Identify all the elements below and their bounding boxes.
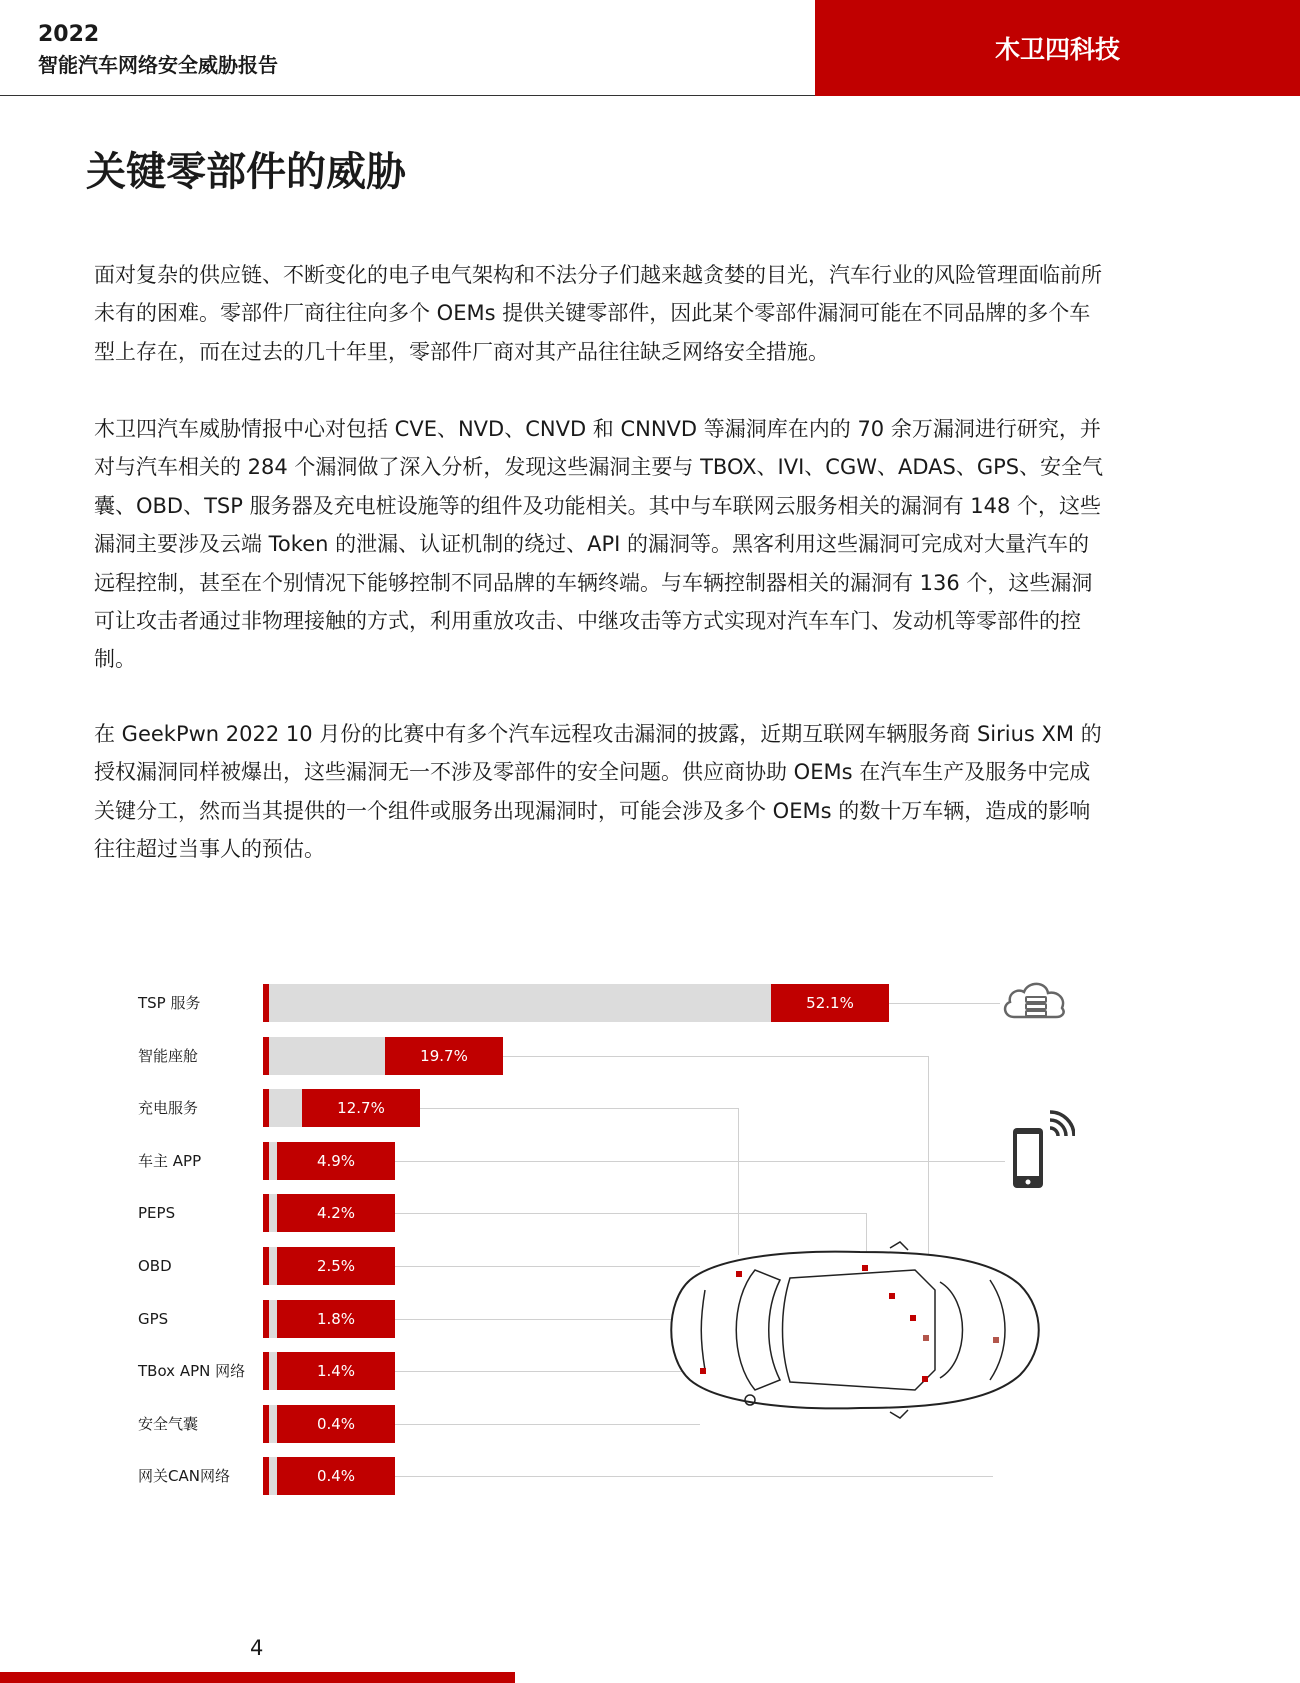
chart-leader-line (395, 1161, 1005, 1162)
chart-category-label: OBD (138, 1257, 172, 1275)
chart-leader-line (395, 1266, 700, 1267)
chart-leader-line (395, 1371, 700, 1372)
header-year: 2022 (38, 22, 100, 47)
chart-category-label: 充电服务 (138, 1099, 199, 1117)
chart-bar-row (263, 1405, 395, 1443)
header-report-title: 智能汽车网络安全威胁报告 (38, 53, 278, 77)
chart-leader-line (395, 1319, 700, 1320)
chart-leader-drop (928, 1056, 929, 1255)
chart-leader-line (395, 1424, 700, 1425)
chart-bar-value: 4.9% (277, 1142, 395, 1180)
chart-bar-track (269, 1457, 277, 1495)
chart-bar-track (269, 984, 771, 1022)
chart-bar-track (269, 1142, 277, 1180)
chart-bar-track (269, 1089, 302, 1127)
chart-bar-row (263, 1089, 420, 1127)
chart-bar-value: 2.5% (277, 1247, 395, 1285)
header-left (38, 20, 278, 80)
page-number: 4 (250, 1636, 264, 1660)
chart-bar-row (263, 1457, 395, 1495)
chart-bar-value: 52.1% (771, 984, 889, 1022)
body-paragraph-2: 木卫四汽车威胁情报中心对包括 CVE、NVD、CNVD 和 CNNVD 等漏洞库在内的 70 余万漏洞进行研究，并对与汽车相关的 284 个漏洞做了深入分析，发现这些漏洞主要与 TBOX、IVI、CGW、ADAS、GPS、安全气囊、OBD、TSP 服务器及充电桩设施等的组件及功能相关。其中与车联网云服务相关的漏洞有 148 个，这些漏洞主要涉及云端 Token 的泄漏、认证机制的绕过、API 的漏洞等。黑客利用这些漏洞可完成对大量汽车的远程控制，甚至在个别情况下能够控制不同品牌的车辆终端。与车辆控制器相关的漏洞有 136 个，这些漏洞可让攻击者通过非物理接触的方式，利用重放攻击、中继攻击等方式实现对汽车车门、发动机等零部件的控制。 (94, 417, 1104, 672)
smartphone-signal-icon (1010, 1108, 1075, 1193)
chart-bar-track (269, 1300, 277, 1338)
car-topview-icon (660, 1240, 1050, 1420)
chart-bar-row (263, 1300, 395, 1338)
chart-category-label: 网关CAN网络 (138, 1467, 230, 1485)
chart-leader-drop (738, 1108, 739, 1255)
chart-category-label: 安全气囊 (138, 1415, 199, 1433)
header-divider (0, 95, 815, 96)
chart-category-label: TSP 服务 (138, 994, 201, 1012)
chart-category-label: 智能座舱 (138, 1047, 199, 1065)
chart-leader-line (395, 1476, 993, 1477)
chart-category-label: 车主 APP (138, 1152, 202, 1170)
chart-bar-value: 1.8% (277, 1300, 395, 1338)
chart-bar-value: 0.4% (277, 1405, 395, 1443)
chart-bar-row (263, 1037, 503, 1075)
chart-leader-line (395, 1213, 866, 1214)
chart-bar-value: 12.7% (302, 1089, 420, 1127)
chart-bar-track (269, 1405, 277, 1443)
cloud-server-icon (1000, 975, 1070, 1025)
chart-bar-track (269, 1247, 277, 1285)
header-brand: 木卫四科技 (815, 0, 1300, 96)
chart-category-label: PEPS (138, 1204, 176, 1222)
page-title: 关键零部件的威胁 (86, 149, 406, 195)
chart-bar-value: 1.4% (277, 1352, 395, 1390)
chart-category-label: GPS (138, 1310, 169, 1328)
chart-bar-value: 4.2% (277, 1194, 395, 1232)
chart-bar-row (263, 1247, 395, 1285)
chart-bar-track (269, 1352, 277, 1390)
chart-bar-track (269, 1037, 385, 1075)
chart-category-label: TBox APN 网络 (138, 1362, 246, 1380)
chart-bar-value: 0.4% (277, 1457, 395, 1495)
chart-bar-row (263, 1352, 395, 1390)
chart-leader-line (420, 1108, 738, 1109)
body-paragraph-1: 面对复杂的供应链、不断变化的电子电气架构和不法分子们越来越贪婪的目光，汽车行业的风险管理面临前所未有的困难。零部件厂商往往向多个 OEMs 提供关键零部件，因此某个零部件漏洞可能在不同品牌的多个车型上存在，而在过去的几十年里，零部件厂商对其产品往往缺乏网络安全措施。 (94, 263, 1102, 364)
chart-bar-row (263, 984, 889, 1022)
chart-bar-row (263, 1142, 395, 1180)
body-paragraph-3: 在 GeekPwn 2022 10 月份的比赛中有多个汽车远程攻击漏洞的披露，近期互联网车辆服务商 Sirius XM 的授权漏洞同样被爆出，这些漏洞无一不涉及零部件的安全问题。供应商协助 OEMs 在汽车生产及服务中完成关键分工，然而当其提供的一个组件或服务出现漏洞时，可能会涉及多个 OEMs 的数十万车辆，造成的影响往往超过当事人的预估。 (94, 722, 1102, 862)
chart-bar-value: 19.7% (385, 1037, 503, 1075)
chart-leader-line (503, 1056, 928, 1057)
chart-leader-line (889, 1003, 1000, 1004)
footer-bar (0, 1672, 515, 1683)
chart-bar-row (263, 1194, 395, 1232)
chart-bar-track (269, 1194, 277, 1232)
